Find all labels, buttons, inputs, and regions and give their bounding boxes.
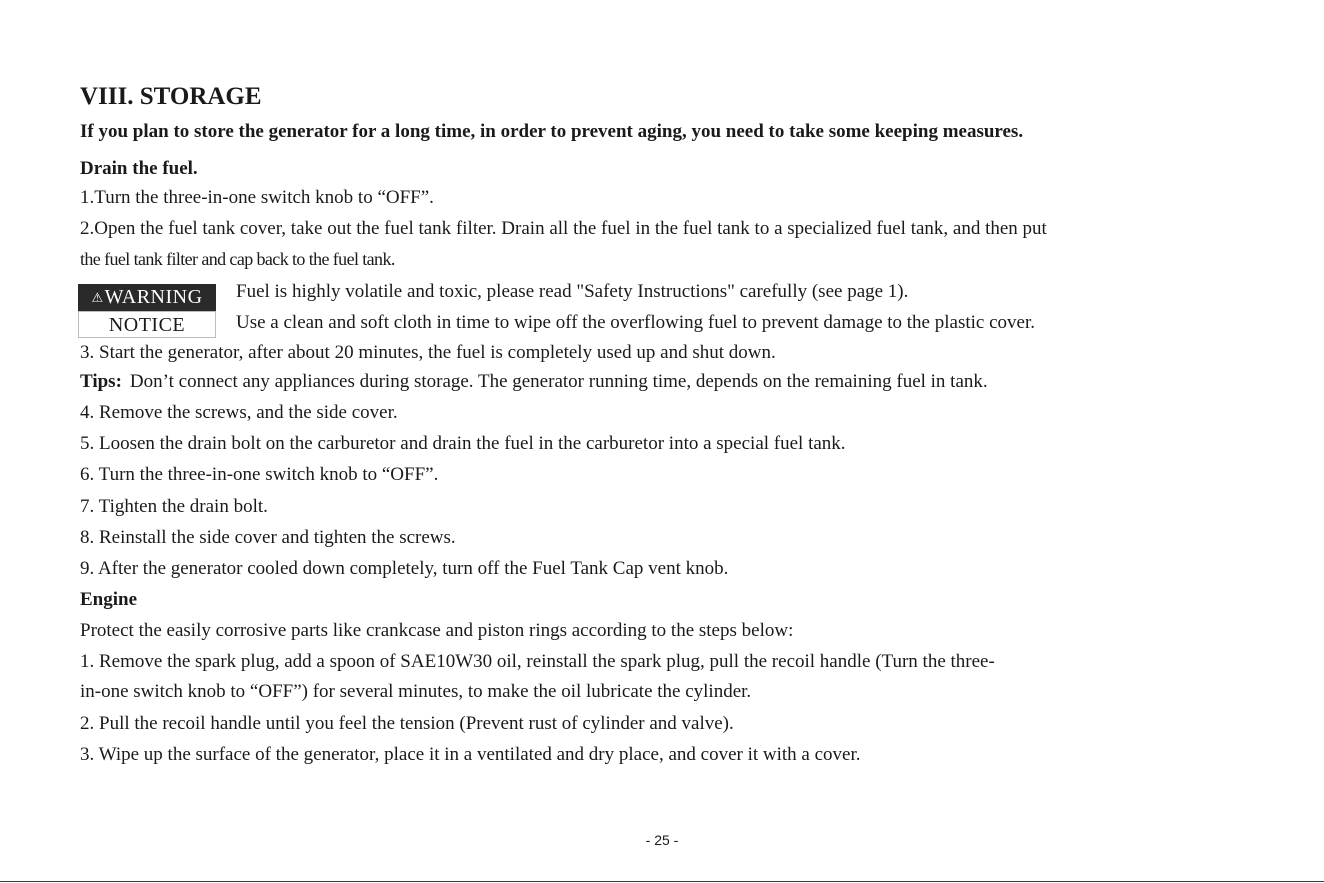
engine-step-1-line-2: in-one switch knob to “OFF”) for several minutes, to make the oil lubricate the cylinder. <box>80 681 752 702</box>
engine-step-3: 3. Wipe up the surface of the generator, place it in a ventilated and dry place, and cover it with a cover. <box>80 744 861 765</box>
drain-step-7: 7. Tighten the drain bolt. <box>80 496 268 517</box>
warning-label: WARNING <box>104 286 203 308</box>
engine-step-2: 2. Pull the recoil handle until you feel the tension (Prevent rust of cylinder and valve). <box>80 713 734 734</box>
engine-step-1-line-1: 1. Remove the spark plug, add a spoon of SAE10W30 oil, reinstall the spark plug, pull the recoil handle (Turn the three- <box>80 651 995 672</box>
drain-step-3: 3. Start the generator, after about 20 minutes, the fuel is completely used up and shut down. <box>80 342 776 363</box>
notice-badge <box>78 311 216 338</box>
drain-step-5: 5. Loosen the drain bolt on the carburetor and drain the fuel in the carburetor into a special fuel tank. <box>80 433 846 454</box>
warning-text: Fuel is highly volatile and toxic, please read "Safety Instructions" carefully (see page 1). <box>236 281 909 302</box>
drain-step-2-line-2: the fuel tank filter and cap back to the fuel tank. <box>80 249 395 269</box>
drain-step-2-line-1: 2.Open the fuel tank cover, take out the fuel tank filter. Drain all the fuel in the fuel tank to a specialized fuel tank, and then put <box>80 218 1047 239</box>
tips-label: Tips: <box>80 371 122 392</box>
drain-step-8: 8. Reinstall the side cover and tighten the screws. <box>80 527 456 548</box>
notice-label: NOTICE <box>108 314 186 336</box>
drain-step-1: 1.Turn the three-in-one switch knob to “OFF”. <box>80 187 434 208</box>
engine-heading: Engine <box>80 589 138 610</box>
warning-triangle-icon: ⚠ <box>91 290 104 305</box>
notice-text: Use a clean and soft cloth in time to wipe off the overflowing fuel to prevent damage to the plastic cover. <box>236 312 1035 333</box>
engine-intro: Protect the easily corrosive parts like crankcase and piston rings according to the steps below: <box>80 620 794 641</box>
drain-step-6: 6. Turn the three-in-one switch knob to “OFF”. <box>80 464 439 485</box>
page-bottom-rule <box>0 881 1324 882</box>
drain-step-4: 4. Remove the screws, and the side cover. <box>80 402 398 423</box>
tips-line <box>80 371 988 393</box>
section-title: VIII. STORAGE <box>80 83 262 110</box>
drain-step-9: 9. After the generator cooled down completely, turn off the Fuel Tank Cap vent knob. <box>80 558 729 579</box>
drain-fuel-heading: Drain the fuel. <box>80 158 198 179</box>
intro-text: If you plan to store the generator for a long time, in order to prevent aging, you need to take some keeping measures. <box>80 121 1024 142</box>
page-number: - 25 - <box>645 832 679 848</box>
tips-text: Don’t connect any appliances during storage. The generator running time, depends on the remaining fuel in tank. <box>129 371 988 392</box>
warning-badge <box>78 284 216 311</box>
